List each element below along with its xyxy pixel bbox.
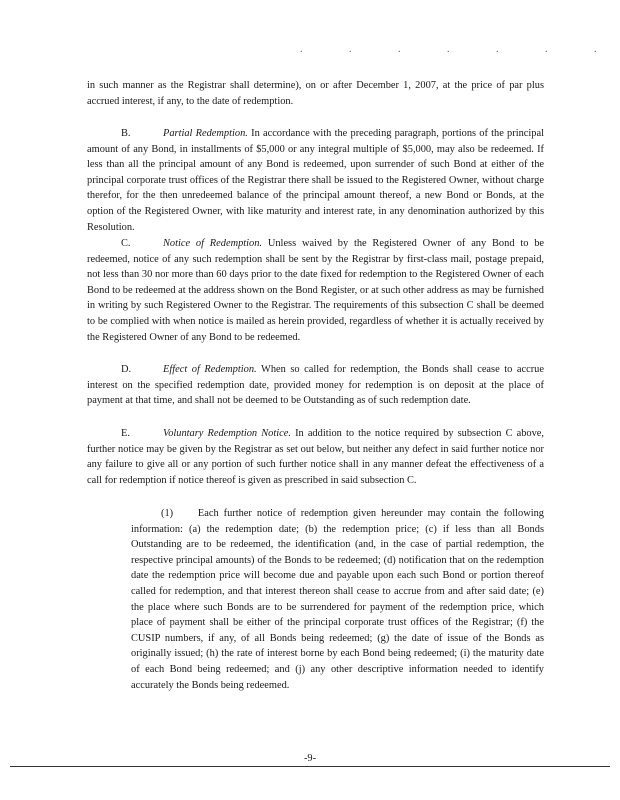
subsection-1 bbox=[131, 506, 544, 693]
subsection-1-text: Each further notice of redemption given hereunder may contain the following information: (a) the redemption date; (b) the redemption price; (c) if less than all Bonds Outstanding are to be redeemed, the identification (and, in the case of partial redemption, the respective principal amounts) of the Bonds to be redeemed; (d) notification that on the redemption date the redemption price will become due and payable upon each such Bond or portion thereof called for redemption, and that interest thereon shall cease to accrue from and after said date; (e) the place where such Bonds are to be surrendered for payment of the redemption price, which place of payment shall be either of the principal corporate trust offices of the Registrar; (f) the CUSIP numbers, if any, of all Bonds being redeemed; (g) the date of issue of the Bonds as originally issued; (h) the rate of interest borne by each Bond being redeemed; (i) the maturity date of each Bond being redeemed; and (j) any other descriptive information needed to identify accurately the Bonds being redeemed. bbox=[131, 508, 544, 691]
section-b-text: In accordance with the preceding paragraph, portions of the principal amount of any Bond, in installments of $5,000 or any integral multiple of $5,000, may also be redeemed. If less than all the principal amount of any Bond is redeemed, upon surrender of such Bond at either of the principal corporate trust offices of the Registrar there shall be issued to the Registered Owner, without charge therefor, for the then unredeemed balance of the principal amount thereof, a new Bond or Bonds, at the option of the Registered Owner, with like maturity and interest rate, in any denomination authorized by this Resolution. bbox=[87, 128, 544, 233]
footer-divider bbox=[10, 766, 610, 767]
intro-paragraph bbox=[87, 78, 544, 109]
section-d-text: When so called for redemption, the Bonds shall cease to accrue interest on the specified redemption date, provided money for redemption is on deposit at the place of payment at that time, and shall not be deemed to be Outstanding as of such redemption date. bbox=[87, 364, 544, 407]
section-d-letter: D. bbox=[121, 364, 132, 375]
header-marks: . . . . . . . bbox=[300, 44, 619, 55]
section-c-heading: Notice of Redemption. bbox=[163, 238, 263, 249]
section-d-heading: Effect of Redemption. bbox=[163, 364, 257, 375]
page-number: -9- bbox=[303, 753, 317, 764]
section-b bbox=[87, 126, 544, 235]
section-b-letter: B. bbox=[121, 128, 131, 139]
intro-text: in such manner as the Registrar shall determine), on or after December 1, 2007, at the price of par plus accrued interest, if any, to the date of redemption. bbox=[87, 80, 544, 107]
section-e-heading: Voluntary Redemption Notice. bbox=[163, 428, 291, 439]
section-c bbox=[87, 236, 544, 345]
section-e-text: In addition to the notice required by subsection C above, further notice may be given by the Registrar as set out below, but neither any defect in said further notice nor any failure to give all or any portion of such further notice shall in any manner defeat the effectiveness of a call for redemption if notice thereof is given as prescribed in said subsection C. bbox=[87, 428, 545, 486]
section-d bbox=[87, 362, 544, 409]
section-e bbox=[87, 426, 544, 488]
section-e-letter: E. bbox=[121, 428, 130, 439]
section-c-letter: C. bbox=[121, 238, 131, 249]
subsection-1-number: (1) bbox=[161, 508, 174, 519]
section-b-heading: Partial Redemption. bbox=[163, 128, 248, 139]
section-c-text: Unless waived by the Registered Owner of any Bond to be redeemed, notice of any such redemption shall be sent by the Registrar by first-class mail, postage prepaid, not less than 30 nor more than 60 days prior to the date fixed for redemption to the Registered Owner of each Bond to be redeemed at the address shown on the Bond Register, or at such other address as may be furnished in writing by such Registered Owner to the Registrar. The requirements of this subsection C shall be deemed to be complied with when notice is mailed as herein provided, regardless of whether it is actually received by the Registered Owner of any Bond to be redeemed. bbox=[87, 238, 545, 343]
